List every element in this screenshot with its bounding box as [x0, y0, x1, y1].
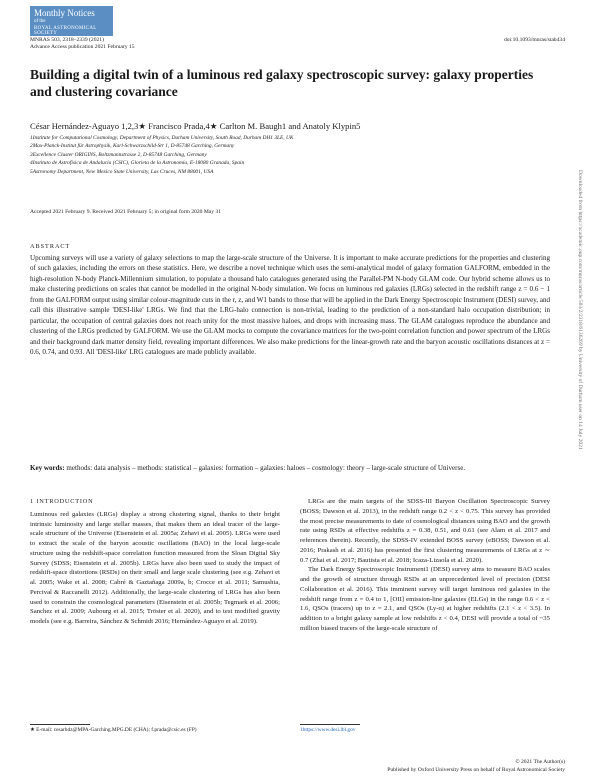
keywords: [30, 463, 550, 473]
abstract-text: Upcoming surveys will use a variety of galaxy selections to map the large-scale structure of the Universe. It is important to make accurate predictions for the properties and clustering of such galaxies, including the errors on these statistics. Here, we describe a novel technique which uses the semi-analytical model of galaxy formation GALFORM, embedded in the high-resolution N-body Planck-Millennium simulation, to populate a thousand halo catalogues generated using the Parallel-PM N-body GLAM code. Our hybrid scheme allows us to make clustering predictions on scales that cannot be modelled in the original N-body simulation. We focus on luminous red galaxies (LRGs) selected in the redshift range z = 0.6 − 1 from the GALFORM output using similar colour-magnitude cuts in the r, z, and W1 bands to those that will be applied in the Dark Energy Spectroscopic Instrument (DESI) survey, and call this illustrative sample 'DESI-like' LRGs. We find that the LRG-halo connection is non-trivial, leading to the prediction of a non-standard halo occupation distribution; in particular, the occupation of central galaxies does not reach unity for the most massive haloes, and drops with increasing mass. The GLAM catalogues reproduce the abundance and clustering of the LRGs predicted by GALFORM. We use the GLAM mocks to compute the covariance matrices for the two-point correlation function and power spectrum of the LRGs and their background dark matter density field, revealing important differences. We also make predictions for the linear-growth rate and the baryon acoustic oscillations distances at z = 0.6, 0.74, and 0.93. All 'DESI-like' LRG catalogues are made publicly available.: [30, 254, 550, 357]
download-watermark: Downloaded from https://academic.oup.com/mnras/article/503/2/2318/6136269 by University of Durham user on 14 July 2021: [577, 170, 583, 450]
affiliation-3: 3Excellence Cluster ORIGINS, Boltzmannstrasse 2, D-85748 Garching, Germany: [30, 151, 207, 158]
email-footnote[interactable]: ★ E-mail: cesarhdz@MPA-Garching.MPG.DE (CHA); f.prada@csic.es (FP): [30, 727, 197, 733]
copyright-block: [387, 759, 565, 774]
publisher-line: Published by Oxford University Press on behalf of Royal Astronomical Society: [387, 766, 565, 773]
desi-url-footnote[interactable]: 1https://www.desi.lbl.gov: [300, 727, 356, 733]
keywords-label: Key words:: [30, 464, 65, 472]
column-left: [30, 497, 280, 627]
paragraph-desi: The Dark Energy Spectroscopic Instrument1 (DESI) survey aims to measure BAO scales and the growth of structure through RSDs at an unprecedented level of precision (DESI Collaboration et al. 2016). This imminent survey will target luminous red galaxies in the redshift range from z = 0.4 to 1, [OII] emission-line galaxies (ELGs) in the range 0.6 < z < 1.6, QSOs (tracers) up to z = 2.1, and QSOs (Ly-α) at higher redshifts (2.1 < z < 3.5). In addition to a bright galaxy sample at low redshifts z < 0.4, DESI will provide a total of ~35 million biased tracers of the large-scale structure of: [300, 566, 550, 632]
logo-line1: Monthly Notices: [34, 8, 95, 18]
affiliation-1: 1Institute for Computational Cosmology, Department of Physics, Durham University, South Road, Durham DH1 3LE, UK: [30, 135, 294, 141]
journal-logo: [30, 6, 113, 36]
affiliations: [30, 134, 294, 176]
affiliation-5: 5Astronomy Department, New Mexico State University, Las Cruces, NM 88001, USA: [30, 168, 214, 175]
paper-title: Building a digital twin of a luminous red galaxy spectroscopic survey: galaxy properties and clustering covariance: [30, 67, 534, 99]
copyright-line: © 2021 The Author(s): [515, 759, 565, 765]
author-list: César Hernández-Aguayo 1,2,3★ Francisco Prada,4★ Carlton M. Baugh1 and Anatoly Klypin5: [30, 121, 361, 131]
footnote-rule-right: [300, 724, 360, 725]
advance-access: Advance Access publication 2021 February 15: [30, 44, 135, 50]
logo-line2: of the: [34, 19, 46, 24]
doi[interactable]: doi:10.1093/mnras/stab434: [503, 37, 565, 43]
citation-block: [30, 37, 135, 51]
footnote-rule-left: [30, 724, 90, 725]
citation: MNRAS 503, 2318–2339 (2021): [30, 37, 104, 43]
paragraph-boss: LRGs are the main targets of the SDSS-III Baryon Oscillation Spectroscopic Survey (BOSS; Dawson et al. 2013), in the redshift range 0.2 < z < 0.75. This survey has provided the most precise measurements to date of cosmological distances using BAO and the growth rate using RSDs at effective redshifts z = 0.38, 0.51, and 0.61 (see Alam et al. 2017 and references therein). Recently, the SDSS-IV extended BOSS survey (eBOSS; Dawson et al. 2016; Prakash et al. 2016) has presented the first clustering measurements of LRGs at z ∼ 0.7 (Zhai et al. 2017; Bautista et al. 2018; Icaza-Lizaola et al. 2020).: [300, 498, 550, 564]
abstract-heading: ABSTRACT: [30, 243, 71, 250]
column-right: [300, 497, 550, 634]
logo-line3: ROYAL ASTRONOMICAL SOCIETY: [34, 26, 97, 36]
dates-line: Accepted 2021 February 9. Received 2021 February 5; in original form 2020 May 31: [30, 209, 222, 215]
section-heading: 1 INTRODUCTION: [30, 498, 94, 505]
affiliation-2: 2Max-Planck-Institut für Astrophysik, Karl-Schwarzschild-Str 1, D-85748 Garching, Germany: [30, 143, 235, 150]
keywords-text: methods: data analysis – methods: statistical – galaxies: formation – galaxies: haloes – cosmology: theory – large-scale structure of Universe.: [66, 464, 466, 472]
affiliation-4: 4Instituto de Astrofísica de Andalucía (CSIC), Glorieta de la Astronomía, E-18080 Granada, Spain: [30, 160, 245, 167]
intro-paragraph: Luminous red galaxies (LRGs) display a strong clustering signal, thanks to their bright intrinsic luminosity and large stellar masses, that makes them an ideal tracer of the large-scale structure of the Universe (Eisenstein et al. 2005a; Zehavi et al. 2005). LRGs were used to extract the scale of the baryon acoustic oscillations (BAO) in the local large-scale structure using the redshift-space correlation function measured from the Sloan Digital Sky Survey (SDSS; Eisenstein et al. 2005b). LRGs have also been used to study the impact of redshift-space distortions (RSDs) on their small and large scale clustering (see e.g. Zehavi et al. 2005; Wake et al. 2008; Cabré & Gaztañaga 2009a, b; Crocce et al. 2011; Samushia, Percival & Raccanelli 2012). Additionally, the large-scale clustering of LRGs has also been used to constrain the cosmological parameters (Eisenstein et al. 2005b; Tegmark et al. 2006; Sanchez et al. 2009; Aubourg et al. 2015; Tröster et al. 2020), and to test modified gravity models (see e.g. Barreira, Sánchez & Schmidt 2016; Hernández-Aguayo et al. 2019).: [30, 510, 280, 625]
